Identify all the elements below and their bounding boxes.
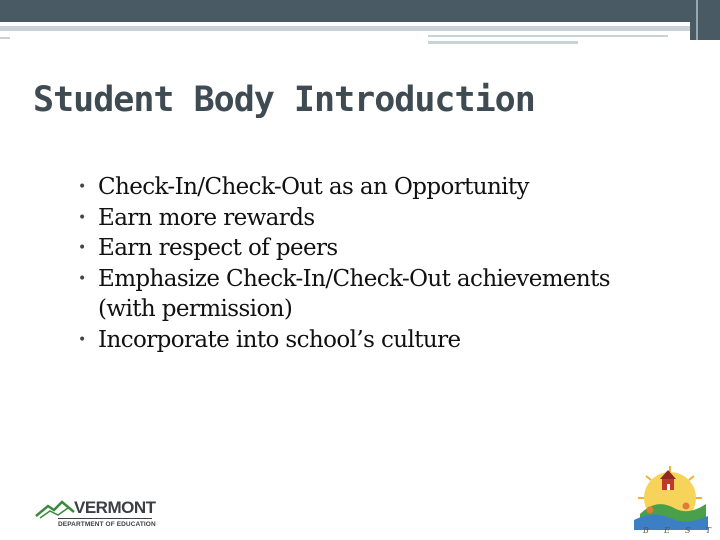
bullet-item: • Check-In/Check-Out as an Opportunity xyxy=(78,172,698,203)
mountain-icon xyxy=(34,496,76,520)
vermont-wordmark: VERMONT xyxy=(74,498,156,517)
decorative-line xyxy=(0,37,10,39)
top-banner-corner xyxy=(690,0,720,40)
bullet-icon: • xyxy=(78,240,87,256)
bullet-item-continuation: (with permission) xyxy=(98,296,293,322)
divider xyxy=(58,518,152,519)
bullet-icon: • xyxy=(78,209,87,226)
bullet-item: • Earn respect of peers xyxy=(78,233,698,264)
bullet-list xyxy=(78,172,698,355)
bullet-item: • Earn more rewards xyxy=(78,203,698,234)
bullet-item: • Incorporate into school’s culture xyxy=(78,325,698,356)
bullet-icon: • xyxy=(78,270,87,287)
top-banner xyxy=(0,0,720,22)
best-letters: B E S T xyxy=(643,526,711,535)
bullet-icon: • xyxy=(78,331,87,348)
slide-title: Student Body Introduction xyxy=(33,80,535,120)
decorative-line xyxy=(428,41,578,44)
vermont-subtitle: DEPARTMENT OF EDUCATION xyxy=(58,521,156,528)
decorative-line xyxy=(428,35,668,37)
bullet-icon: • xyxy=(78,179,87,195)
bullet-item: • Emphasize Check-In/Check-Out achievements xyxy=(78,264,698,295)
vermont-logo xyxy=(34,496,156,530)
decorative-line xyxy=(0,26,690,31)
